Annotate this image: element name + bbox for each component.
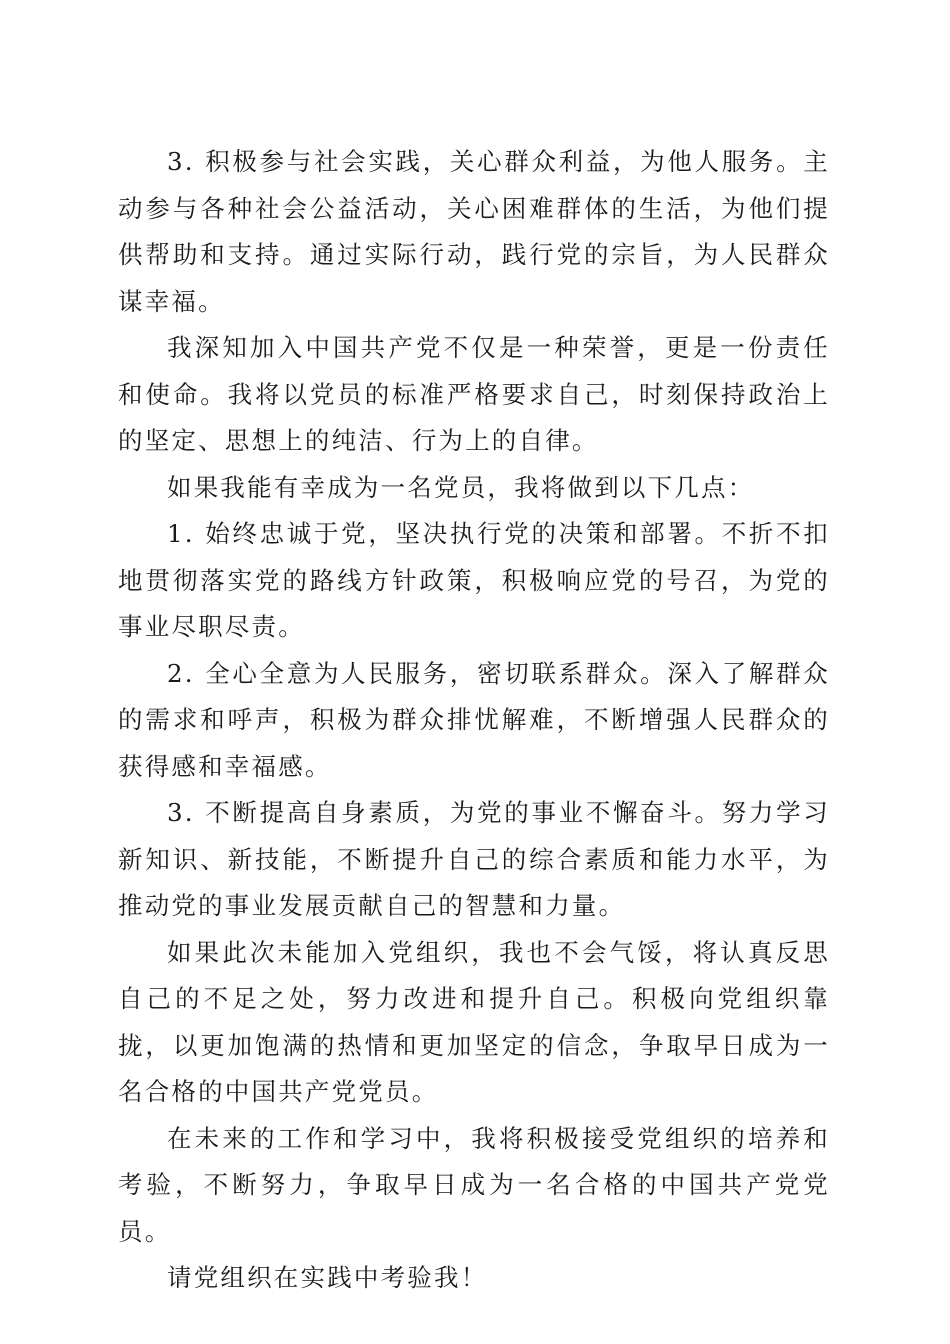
paragraph-commitment-1: 1. 始终忠诚于党，坚决执行党的决策和部署。不折不扣地贯彻落实党的路线方针政策，积极响应党的号召，为党的事业尽职尽责。: [118, 519, 830, 641]
paragraph-closing: 请党组织在实践中考验我！: [167, 1263, 488, 1292]
paragraph-commitment-2: 2. 全心全意为人民服务，密切联系群众。深入了解群众的需求和呼声，积极为群众排忧解难，不断增强人民群众的获得感和幸福感。: [118, 658, 830, 781]
paragraph-future: 在未来的工作和学习中，我将积极接受党组织的培养和考验，不断努力，争取早日成为一名合格的中国共产党党员。: [118, 1123, 830, 1246]
paragraph-commitment-3: 3. 不断提高自身素质，为党的事业不懈奋斗。努力学习新知识、新技能，不断提升自己的综合素质和能力水平，为推动党的事业发展贡献自己的智慧和力量。: [118, 798, 830, 920]
paragraph-responsibility: 我深知加入中国共产党不仅是一种荣誉，更是一份责任和使命。我将以党员的标准严格要求自己，时刻保持政治上的坚定、思想上的纯洁、行为上的自律。: [118, 333, 830, 455]
paragraph-if-not-admitted: 如果此次未能加入党组织，我也不会气馁，将认真反思自己的不足之处，努力改进和提升自己。积极向党组织靠拢，以更加饱满的热情和更加坚定的信念，争取早日成为一名合格的中国共产党党员。: [118, 937, 830, 1106]
paragraph-commitments-intro: 如果我能有幸成为一名党员，我将做到以下几点：: [167, 472, 755, 502]
document-page: [118, 139, 830, 1302]
paragraph-social-practice: 3. 积极参与社会实践，关心群众利益，为他人服务。主动参与各种社会公益活动，关心困难群体的生活，为他们提供帮助和支持。通过实际行动，践行党的宗旨，为人民群众谋幸福。: [118, 147, 830, 316]
